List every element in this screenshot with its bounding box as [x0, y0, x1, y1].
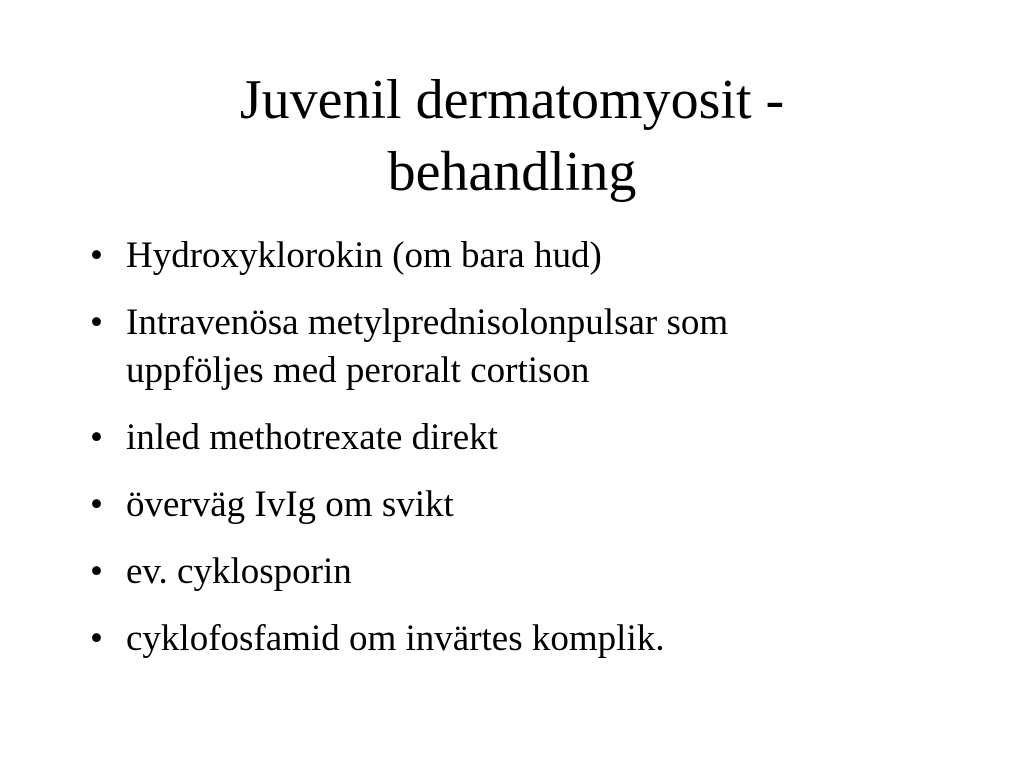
bullet-text: [126, 481, 950, 529]
bullet-text-line: inled methotrexate direkt: [126, 417, 498, 458]
bullet-icon: •: [90, 302, 103, 343]
bullet-text-line: Intravenösa metylprednisolonpulsar som: [126, 302, 729, 343]
bullet-list: [90, 232, 950, 682]
bullet-item-2: [90, 299, 950, 395]
bullet-text: [126, 299, 950, 395]
bullet-text-line: uppföljes med peroralt cortison: [126, 350, 590, 391]
slide-title-line-1: Juvenil dermatomyosit -: [239, 69, 785, 131]
bullet-icon: •: [90, 618, 103, 659]
slide-title: [0, 64, 1024, 208]
bullet-item-4: [90, 481, 950, 529]
bullet-text: [126, 615, 950, 663]
bullet-text: [126, 548, 950, 596]
bullet-icon: •: [90, 484, 103, 525]
bullet-icon: •: [90, 235, 103, 276]
bullet-text: [126, 232, 950, 280]
bullet-item-6: [90, 615, 950, 663]
bullet-item-1: [90, 232, 950, 280]
bullet-text: [126, 414, 950, 462]
bullet-item-5: [90, 548, 950, 596]
bullet-text-line: överväg IvIg om svikt: [126, 484, 454, 525]
bullet-icon: •: [90, 551, 103, 592]
bullet-text-line: ev. cyklosporin: [126, 551, 352, 592]
bullet-text-line: Hydroxyklorokin (om bara hud): [126, 235, 602, 276]
bullet-icon: •: [90, 417, 103, 458]
slide-title-line-2: behandling: [387, 141, 637, 203]
bullet-item-3: [90, 414, 950, 462]
bullet-text-line: cyklofosfamid om invärtes komplik.: [126, 618, 665, 659]
